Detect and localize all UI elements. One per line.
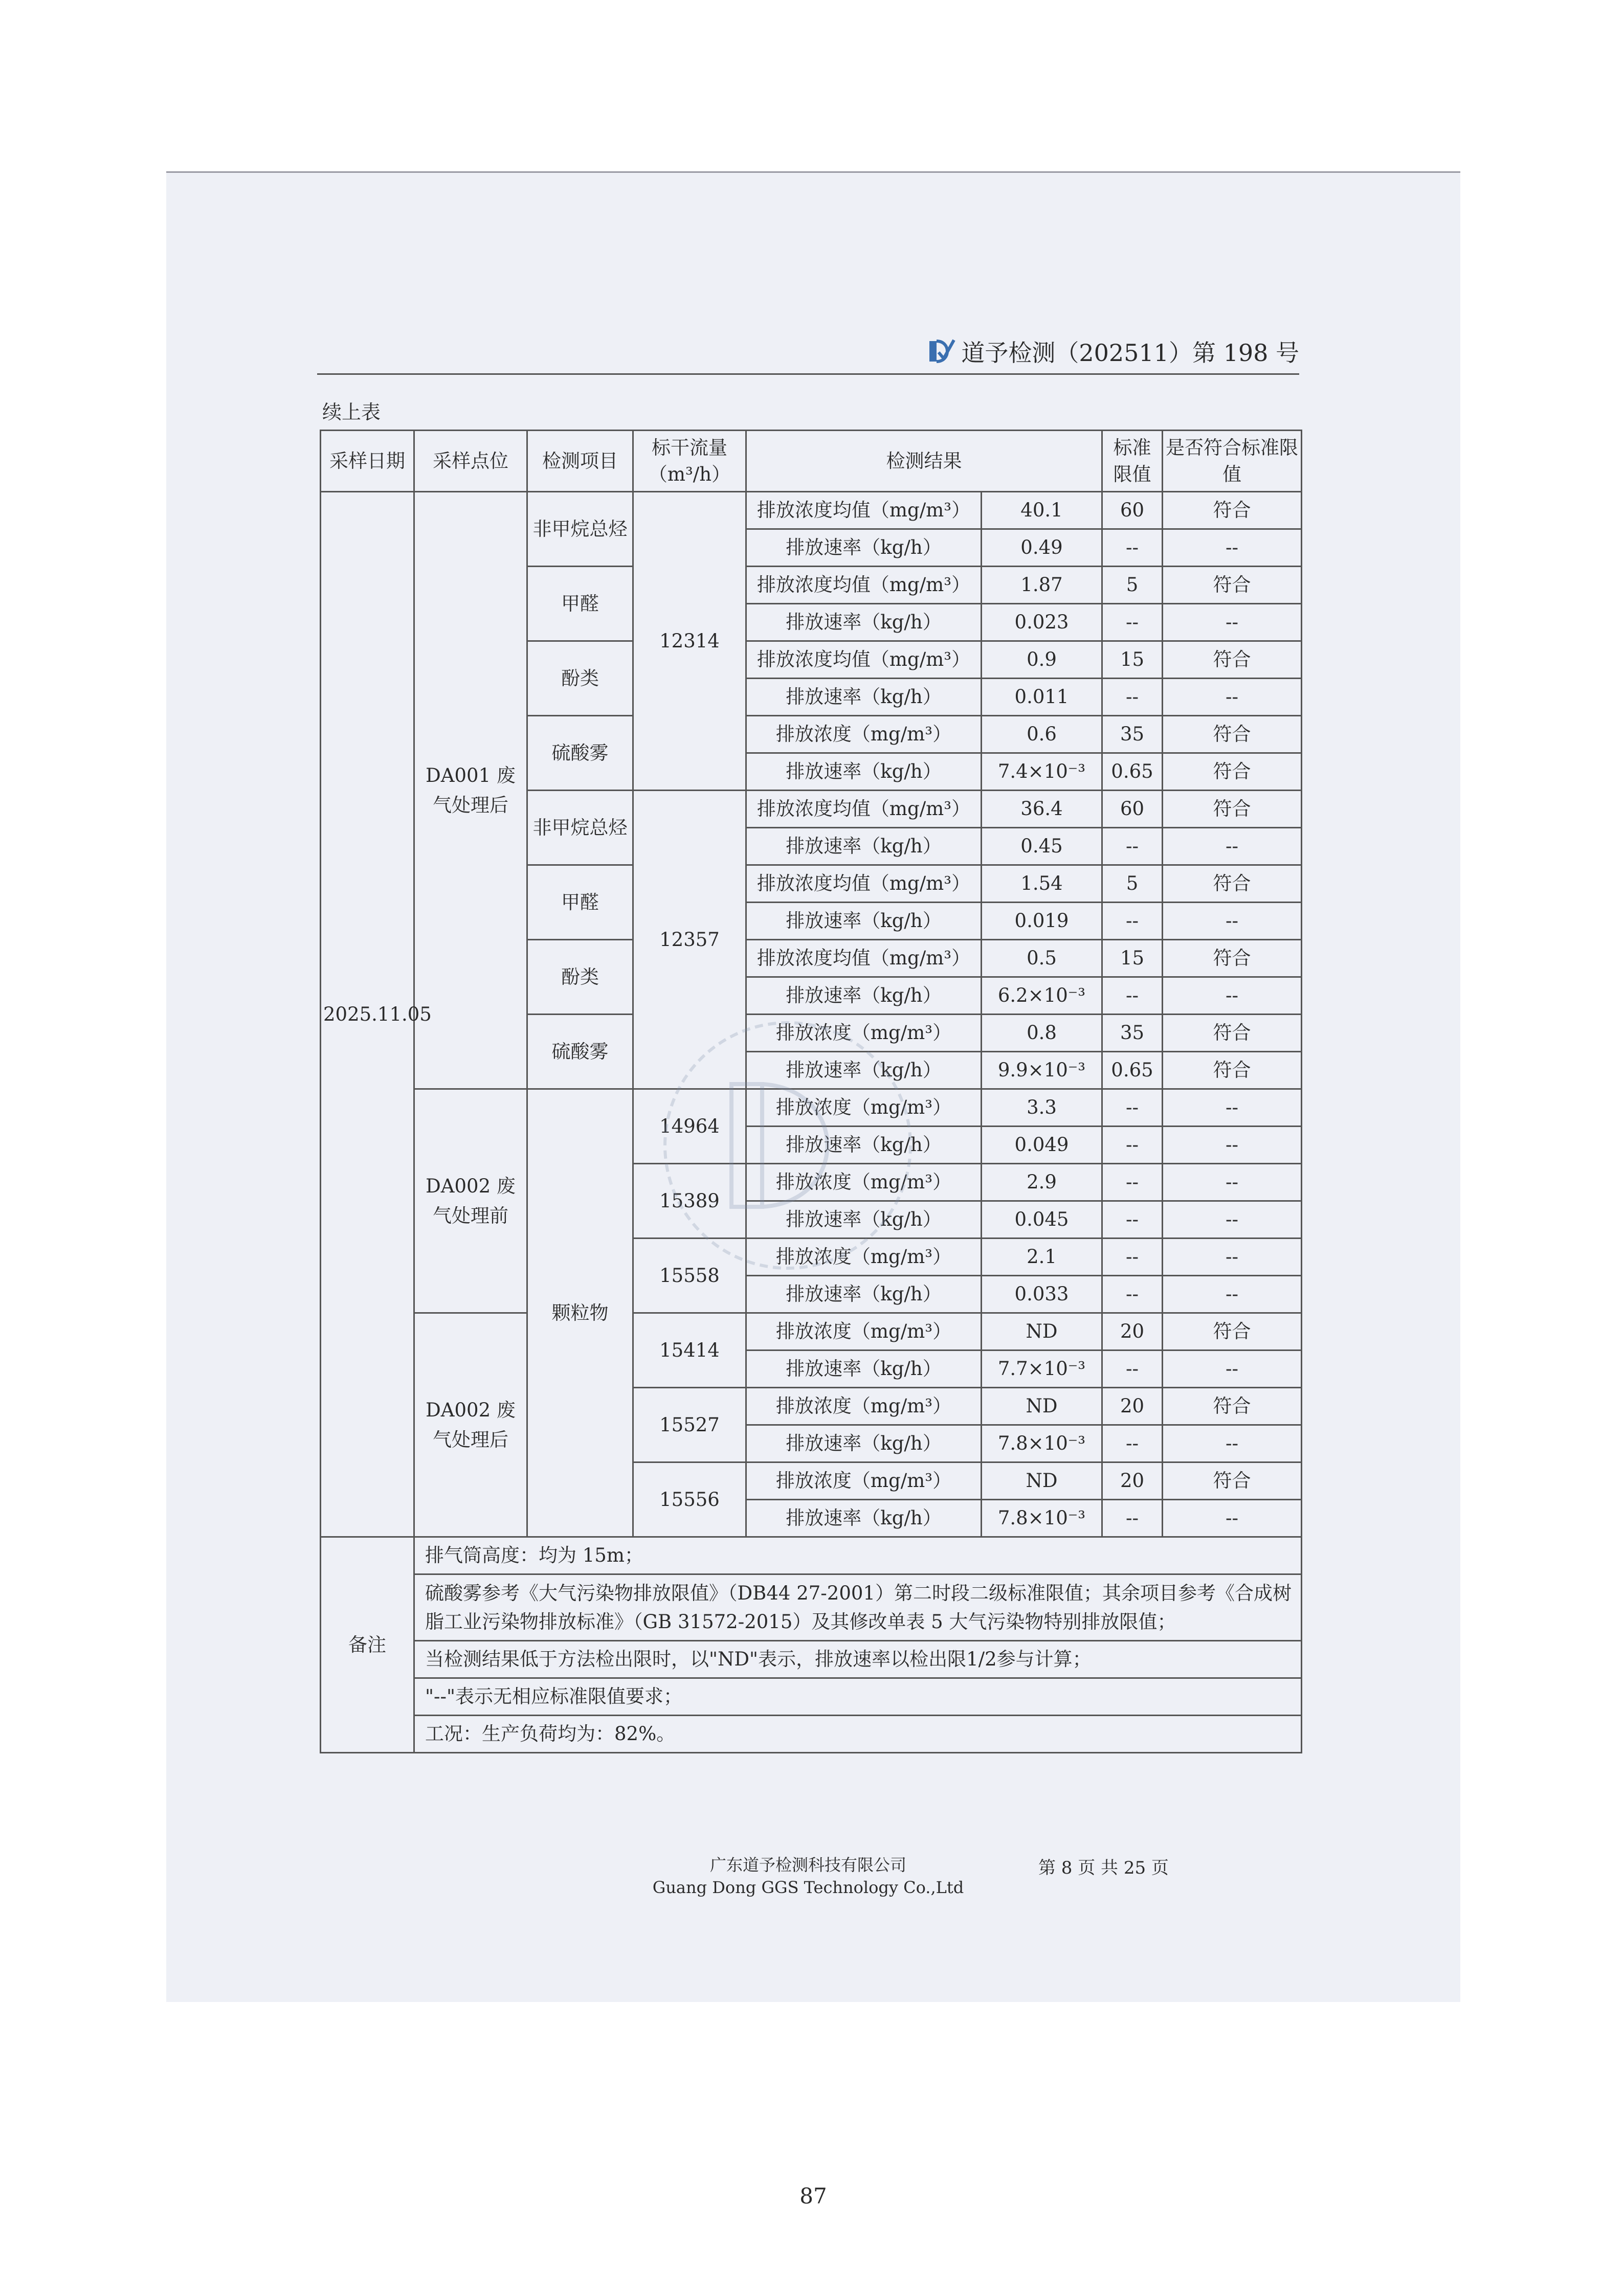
flow-rate: 15414	[633, 1313, 746, 1388]
flow-rate: 15558	[633, 1239, 746, 1313]
compliance-cell: 符合	[1163, 1462, 1302, 1500]
footer-company-cn: 广东道予检测科技有限公司	[709, 1855, 906, 1875]
compliance-cell: 符合	[1163, 940, 1302, 977]
test-item: 酚类	[527, 940, 633, 1015]
param-cell: 排放速率（kg/h）	[746, 1500, 982, 1537]
limit-cell: --	[1102, 1201, 1163, 1239]
table-row	[321, 492, 1302, 529]
param-cell: 排放速率（kg/h）	[746, 828, 982, 865]
table-row	[321, 1313, 1302, 1350]
param-cell: 排放速率（kg/h）	[746, 679, 982, 716]
value-cell: 7.7×10⁻³	[982, 1350, 1102, 1388]
header-limit: 标准限值	[1102, 431, 1163, 492]
header-flow-label: 标干流量	[652, 436, 727, 459]
param-cell: 排放速率（kg/h）	[746, 1052, 982, 1089]
page-number: 87	[799, 2184, 827, 2209]
value-cell: ND	[982, 1388, 1102, 1425]
param-cell: 排放速率（kg/h）	[746, 1276, 982, 1313]
header-flow	[633, 431, 746, 492]
param-cell: 排放速率（kg/h）	[746, 1127, 982, 1164]
param-cell: 排放速率（kg/h）	[746, 604, 982, 641]
flow-rate: 15527	[633, 1388, 746, 1462]
value-cell: 0.045	[982, 1201, 1102, 1239]
limit-cell: 0.65	[1102, 753, 1163, 791]
limit-cell: 5	[1102, 567, 1163, 604]
header-date: 采样日期	[321, 431, 414, 492]
param-cell: 排放速率（kg/h）	[746, 977, 982, 1015]
test-item: 硫酸雾	[527, 1015, 633, 1089]
value-cell: 7.8×10⁻³	[982, 1500, 1102, 1537]
limit-cell: --	[1102, 1425, 1163, 1462]
limit-cell: 20	[1102, 1388, 1163, 1425]
value-cell: 0.011	[982, 679, 1102, 716]
report-number	[927, 334, 1299, 368]
compliance-cell: 符合	[1163, 1015, 1302, 1052]
param-cell: 排放浓度（mg/m³）	[746, 1388, 982, 1425]
value-cell: 0.9	[982, 641, 1102, 679]
notes-row	[321, 1716, 1302, 1753]
limit-cell: --	[1102, 529, 1163, 567]
param-cell: 排放浓度（mg/m³）	[746, 1313, 982, 1350]
limit-cell: --	[1102, 1276, 1163, 1313]
param-cell: 排放速率（kg/h）	[746, 1350, 982, 1388]
param-cell: 排放速率（kg/h）	[746, 1425, 982, 1462]
param-cell: 排放速率（kg/h）	[746, 529, 982, 567]
compliance-cell: 符合	[1163, 716, 1302, 753]
limit-cell: --	[1102, 1239, 1163, 1276]
value-cell: 0.5	[982, 940, 1102, 977]
limit-cell: --	[1102, 828, 1163, 865]
limit-cell: 20	[1102, 1313, 1163, 1350]
continued-label: 续上表	[322, 401, 381, 423]
sampling-point: DA001 废气处理后	[414, 492, 527, 1089]
notes-row	[321, 1537, 1302, 1574]
compliance-cell: --	[1163, 1425, 1302, 1462]
limit-cell: 35	[1102, 716, 1163, 753]
test-item: 甲醛	[527, 567, 633, 641]
param-cell: 排放速率（kg/h）	[746, 1201, 982, 1239]
param-cell: 排放浓度均值（mg/m³）	[746, 865, 982, 903]
limit-cell: --	[1102, 679, 1163, 716]
value-cell: 0.033	[982, 1276, 1102, 1313]
compliance-cell: 符合	[1163, 791, 1302, 828]
param-cell: 排放浓度均值（mg/m³）	[746, 940, 982, 977]
note-item: 排气筒高度：均为 15m；	[414, 1537, 1302, 1574]
compliance-cell: --	[1163, 1276, 1302, 1313]
compliance-cell: 符合	[1163, 492, 1302, 529]
compliance-cell: --	[1163, 1164, 1302, 1201]
limit-cell: --	[1102, 903, 1163, 940]
param-cell: 排放浓度（mg/m³）	[746, 1462, 982, 1500]
footer-page-info: 第 8 页 共 25 页	[1038, 1858, 1169, 1878]
footer-company-en: Guang Dong GGS Technology Co.,Ltd	[652, 1878, 964, 1897]
limit-cell: --	[1102, 1127, 1163, 1164]
param-cell: 排放速率（kg/h）	[746, 753, 982, 791]
param-cell: 排放浓度（mg/m³）	[746, 1089, 982, 1127]
param-cell: 排放浓度均值（mg/m³）	[746, 567, 982, 604]
notes-row	[321, 1641, 1302, 1678]
value-cell: 0.49	[982, 529, 1102, 567]
compliance-cell: --	[1163, 679, 1302, 716]
value-cell: 0.45	[982, 828, 1102, 865]
test-item: 甲醛	[527, 865, 633, 940]
value-cell: 0.8	[982, 1015, 1102, 1052]
limit-cell: --	[1102, 1350, 1163, 1388]
compliance-cell: --	[1163, 604, 1302, 641]
param-cell: 排放浓度（mg/m³）	[746, 1015, 982, 1052]
compliance-cell: --	[1163, 977, 1302, 1015]
value-cell: 1.87	[982, 567, 1102, 604]
compliance-cell: --	[1163, 529, 1302, 567]
flow-rate: 12314	[633, 492, 746, 791]
value-cell: 0.019	[982, 903, 1102, 940]
sampling-date: 2025.11.05	[321, 492, 414, 1537]
value-cell: 1.54	[982, 865, 1102, 903]
header-point: 采样点位	[414, 431, 527, 492]
sampling-point: DA002 废气处理前	[414, 1089, 527, 1313]
value-cell: 2.9	[982, 1164, 1102, 1201]
limit-cell: 15	[1102, 940, 1163, 977]
compliance-cell: --	[1163, 828, 1302, 865]
param-cell: 排放浓度均值（mg/m³）	[746, 641, 982, 679]
param-cell: 排放浓度（mg/m³）	[746, 716, 982, 753]
compliance-cell: 符合	[1163, 567, 1302, 604]
limit-cell: 20	[1102, 1462, 1163, 1500]
company-logo-icon	[927, 337, 956, 366]
report-header	[317, 335, 1299, 375]
compliance-cell: 符合	[1163, 1313, 1302, 1350]
limit-cell: 60	[1102, 791, 1163, 828]
compliance-cell: --	[1163, 1239, 1302, 1276]
flow-rate: 14964	[633, 1089, 746, 1164]
value-cell: 0.049	[982, 1127, 1102, 1164]
header-result: 检测结果	[746, 431, 1102, 492]
compliance-cell: --	[1163, 1350, 1302, 1388]
footer-company	[611, 1854, 1005, 1899]
value-cell: 2.1	[982, 1239, 1102, 1276]
value-cell: 0.6	[982, 716, 1102, 753]
param-cell: 排放速率（kg/h）	[746, 903, 982, 940]
limit-cell: 15	[1102, 641, 1163, 679]
limit-cell: 35	[1102, 1015, 1163, 1052]
flow-rate: 12357	[633, 791, 746, 1089]
compliance-cell: --	[1163, 1500, 1302, 1537]
flow-rate: 15389	[633, 1164, 746, 1239]
test-item: 非甲烷总烃	[527, 791, 633, 865]
limit-cell: --	[1102, 1089, 1163, 1127]
watermark-seal-icon	[655, 1012, 921, 1278]
compliance-cell: 符合	[1163, 753, 1302, 791]
limit-cell: --	[1102, 977, 1163, 1015]
value-cell: 36.4	[982, 791, 1102, 828]
note-item: 硫酸雾参考《大气污染物排放限值》（DB44 27-2001）第二时段二级标准限值；其余项目参考《合成树脂工业污染物排放标准》（GB 31572-2015）及其修改单表 5 大气污染物特别排放限值；	[414, 1574, 1302, 1641]
header-compliant: 是否符合标准限值	[1163, 431, 1302, 492]
flow-rate: 15556	[633, 1462, 746, 1537]
scan-edge	[166, 171, 1460, 173]
value-cell: 7.8×10⁻³	[982, 1425, 1102, 1462]
limit-cell: 5	[1102, 865, 1163, 903]
limit-cell: --	[1102, 604, 1163, 641]
notes-row	[321, 1678, 1302, 1716]
compliance-cell: 符合	[1163, 865, 1302, 903]
note-item: "--"表示无相应标准限值要求；	[414, 1678, 1302, 1716]
test-item: 酚类	[527, 641, 633, 716]
value-cell: 3.3	[982, 1089, 1102, 1127]
value-cell: 40.1	[982, 492, 1102, 529]
limit-cell: 60	[1102, 492, 1163, 529]
limit-cell: --	[1102, 1164, 1163, 1201]
value-cell: 6.2×10⁻³	[982, 977, 1102, 1015]
notes-label: 备注	[321, 1537, 414, 1753]
param-cell: 排放浓度（mg/m³）	[746, 1164, 982, 1201]
test-item: 硫酸雾	[527, 716, 633, 791]
value-cell: ND	[982, 1462, 1102, 1500]
limit-cell: 0.65	[1102, 1052, 1163, 1089]
value-cell: 0.023	[982, 604, 1102, 641]
compliance-cell: --	[1163, 1089, 1302, 1127]
compliance-cell: 符合	[1163, 1388, 1302, 1425]
test-item: 颗粒物	[527, 1089, 633, 1537]
compliance-cell: 符合	[1163, 641, 1302, 679]
header-item: 检测项目	[527, 431, 633, 492]
value-cell: ND	[982, 1313, 1102, 1350]
value-cell: 7.4×10⁻³	[982, 753, 1102, 791]
notes-row	[321, 1574, 1302, 1641]
test-item: 非甲烷总烃	[527, 492, 633, 567]
compliance-cell: --	[1163, 903, 1302, 940]
compliance-cell: --	[1163, 1201, 1302, 1239]
header-row	[321, 431, 1302, 492]
limit-cell: --	[1102, 1500, 1163, 1537]
note-item: 当检测结果低于方法检出限时，以"ND"表示，排放速率以检出限1/2参与计算；	[414, 1641, 1302, 1678]
header-flow-unit: （m³/h）	[648, 463, 731, 485]
param-cell: 排放浓度均值（mg/m³）	[746, 791, 982, 828]
param-cell: 排放浓度均值（mg/m³）	[746, 492, 982, 529]
value-cell: 9.9×10⁻³	[982, 1052, 1102, 1089]
report-number-text: 道予检测（202511）第 198 号	[961, 339, 1299, 367]
compliance-cell: --	[1163, 1127, 1302, 1164]
sampling-point: DA002 废气处理后	[414, 1313, 527, 1537]
note-item: 工况：生产负荷均为：82%。	[414, 1716, 1302, 1753]
param-cell: 排放浓度（mg/m³）	[746, 1239, 982, 1276]
compliance-cell: 符合	[1163, 1052, 1302, 1089]
